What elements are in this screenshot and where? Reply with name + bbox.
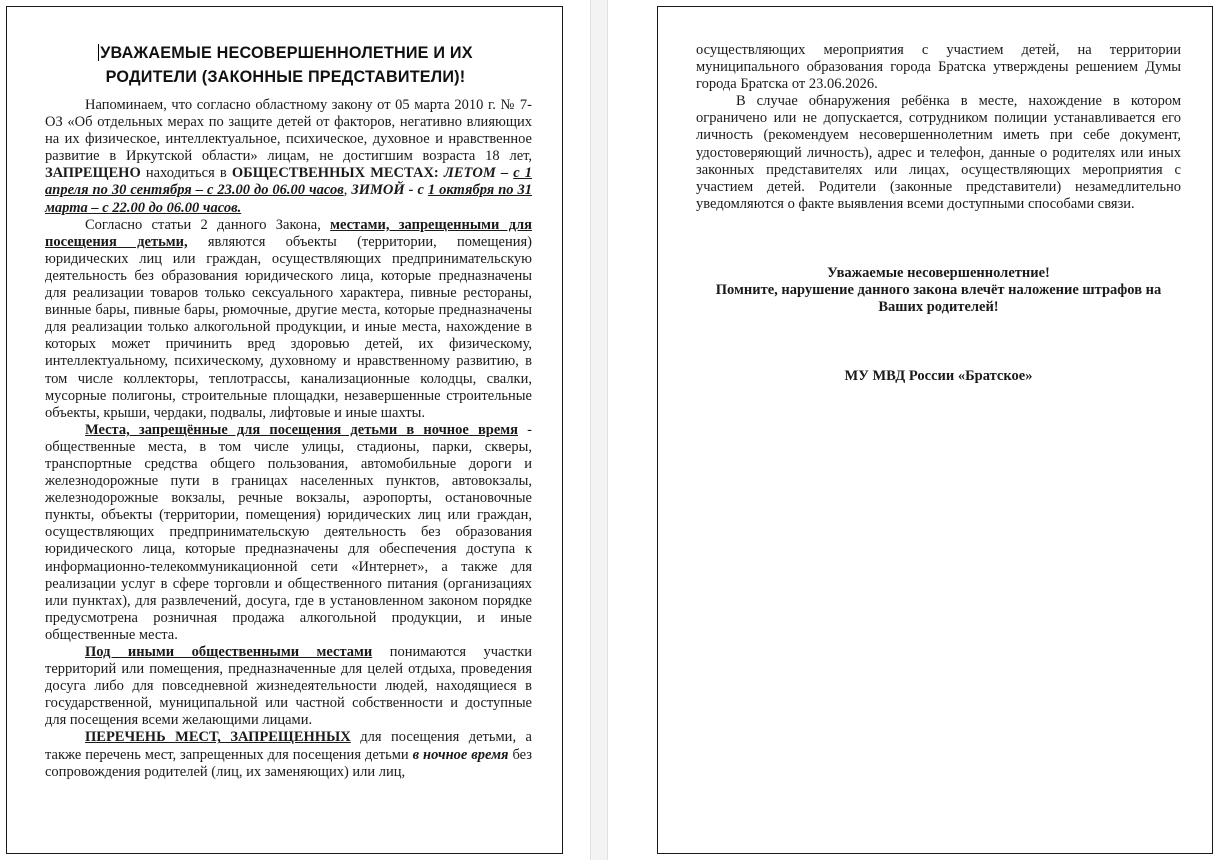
paragraph-continued: осуществляющих мероприятия с участием детей, на территории муниципального образования города Братска утверждены решением Думы города Братска от 23.06.2026. xyxy=(696,42,1181,93)
p2-forbidden-heading: местами, запрещенными для посещения детьми, xyxy=(45,216,533,250)
p1-summer-hours: с 1 апреля по 30 сентября – с 23.00 до 06.00 часов xyxy=(45,165,533,199)
p1-comma: , xyxy=(343,182,352,199)
paragraph-forbidden-places xyxy=(45,217,532,422)
title-line-2: РОДИТЕЛИ (ЗАКОННЫЕ ПРЕДСТАВИТЕЛИ)! xyxy=(105,68,466,86)
paragraph-other-public-places xyxy=(45,644,532,729)
title-line-1: УВАЖАЕМЫЕ НЕСОВЕРШЕННОЛЕТНИЕ И ИХ xyxy=(100,44,473,62)
p5-text-2: без сопровождения родителей (лиц, их заменяющих) или лиц, xyxy=(45,746,532,780)
p3-body: - общественные места, в том числе улицы, стадионы, парки, скверы, транспортные средства общего пользования, автомобильные дороги и железнодорожные пути в границах населенных пунктов, автовокзалы, железнодорожные вокзалы, речные вокзалы, аэропорты, остановочные пункты, объекты (территории, помещения) юридических лиц или граждан, осуществляющих предпринимательскую деятельность без образования юридического лица, которые предназначены для обеспечения доступа к информационно-телекоммуникационной сети «Интернет», а также для реализации услуг в сфере торговли и общественного питания (организациях или пунктах), для развлечений, досуга, где в установленном законом порядке предусмотрена розничная продажа алкогольной продукции, и иные общественные места. xyxy=(45,421,532,643)
p5-text: для посещения детьми, а также перечень мест, запрещенных для посещения детьми xyxy=(45,729,532,763)
p3-heading: Места, запрещённые для посещения детьми в ночное время xyxy=(85,421,519,438)
document-page-2[interactable] xyxy=(657,6,1213,854)
p1-winter: ЗИМОЙ xyxy=(351,182,405,199)
p1-summer: ЛЕТОМ xyxy=(438,165,496,182)
page-2-body xyxy=(696,42,1181,385)
appeal-line-2: Помните, нарушение данного закона влечёт наложение штрафов на xyxy=(715,282,1162,299)
p1-public-places: ОБЩЕСТВЕННЫХ МЕСТАХ: xyxy=(231,165,439,182)
page-1-body xyxy=(45,97,532,781)
p2-text: Согласно статьи 2 данного Закона, xyxy=(85,216,331,233)
paragraph-curfew xyxy=(45,97,532,217)
paragraph-police-procedure: В случае обнаружения ребёнка в месте, нахождение в котором ограничено или не допускается, сотрудником полиции устанавливается его личность (рекомендуем несовершеннолетним иметь при себе документ, удостоверяющий личность), адрес и телефон, данные о родителях или иных законных представителях или лицах, осуществляющих мероприятия с участием детей. Родители (законные представители) незамедлительно уведомляются о факте выявления всеми доступными способами связи. xyxy=(696,93,1181,212)
p4-body: понимаются участки территорий или помещения, предназначенные для целей отдыха, проведения досуга либо для повседневной жизнедеятельности людей, находящиеся в государственной, муниципальной или частной собственности и доступные для посещения всеми желающими лицами. xyxy=(45,644,533,729)
appeal-block xyxy=(696,265,1181,316)
p2-body: являются объекты (территории, помещения) юридических лиц или граждан, осуществляющих предпринимательскую деятельность без образования юридического лица, которые предназначены для реализации товаров только сексуального характера, пивные рестораны, винные бары, пивные бары, рюмочные, другие места, которые предназначены для реализации только алкогольной продукции, и иные места, нахождение в которых может причинить вред здоровью детей, их физическому, интеллектуальному, психическому, духовному и нравственному развитию, в том числе коллекторы, теплотрассы, канализационные колодцы, свалки, мусорные полигоны, строительные площадки, незавершенные строительные объекты, крыши, чердаки, подвалы, лифтовые и иные шахты. xyxy=(45,233,532,421)
appeal-line-1: Уважаемые несовершеннолетние! xyxy=(827,264,1050,281)
page-gutter xyxy=(590,0,608,860)
p1-dash: – xyxy=(495,165,514,182)
appeal-line-3: Ваших родителей! xyxy=(878,299,999,316)
p1-text-2: находиться в xyxy=(140,165,232,182)
paragraph-list-of-places xyxy=(45,729,532,780)
p5-night-time: в ночное время xyxy=(412,746,509,763)
paragraph-night-places xyxy=(45,422,532,644)
document-page-1[interactable] xyxy=(6,6,563,854)
p1-winter-hours: 1 октября по 31 марта – с 22.00 до 06.00 часов. xyxy=(45,182,533,216)
p4-heading: Под иными общественными местами xyxy=(85,644,373,660)
signature: МУ МВД России «Братское» xyxy=(844,368,1033,385)
document-title xyxy=(37,41,534,89)
p1-prohibited: ЗАПРЕЩЕНО xyxy=(45,165,141,182)
p1-text: Напоминаем, что согласно областному закону от 05 марта 2010 г. № 7-ОЗ «Об отдельных мерах по защите детей от факторов, негативно влияющих на их физическое, интеллектуальное, психическое, духовное и нравственное развитие в Иркутской области» лицам, не достигшим возраста 18 лет, xyxy=(45,97,532,165)
p5-heading: ПЕРЕЧЕНЬ МЕСТ, ЗАПРЕЩЕННЫХ xyxy=(85,729,351,746)
p1-winter-from: - с xyxy=(404,182,428,199)
